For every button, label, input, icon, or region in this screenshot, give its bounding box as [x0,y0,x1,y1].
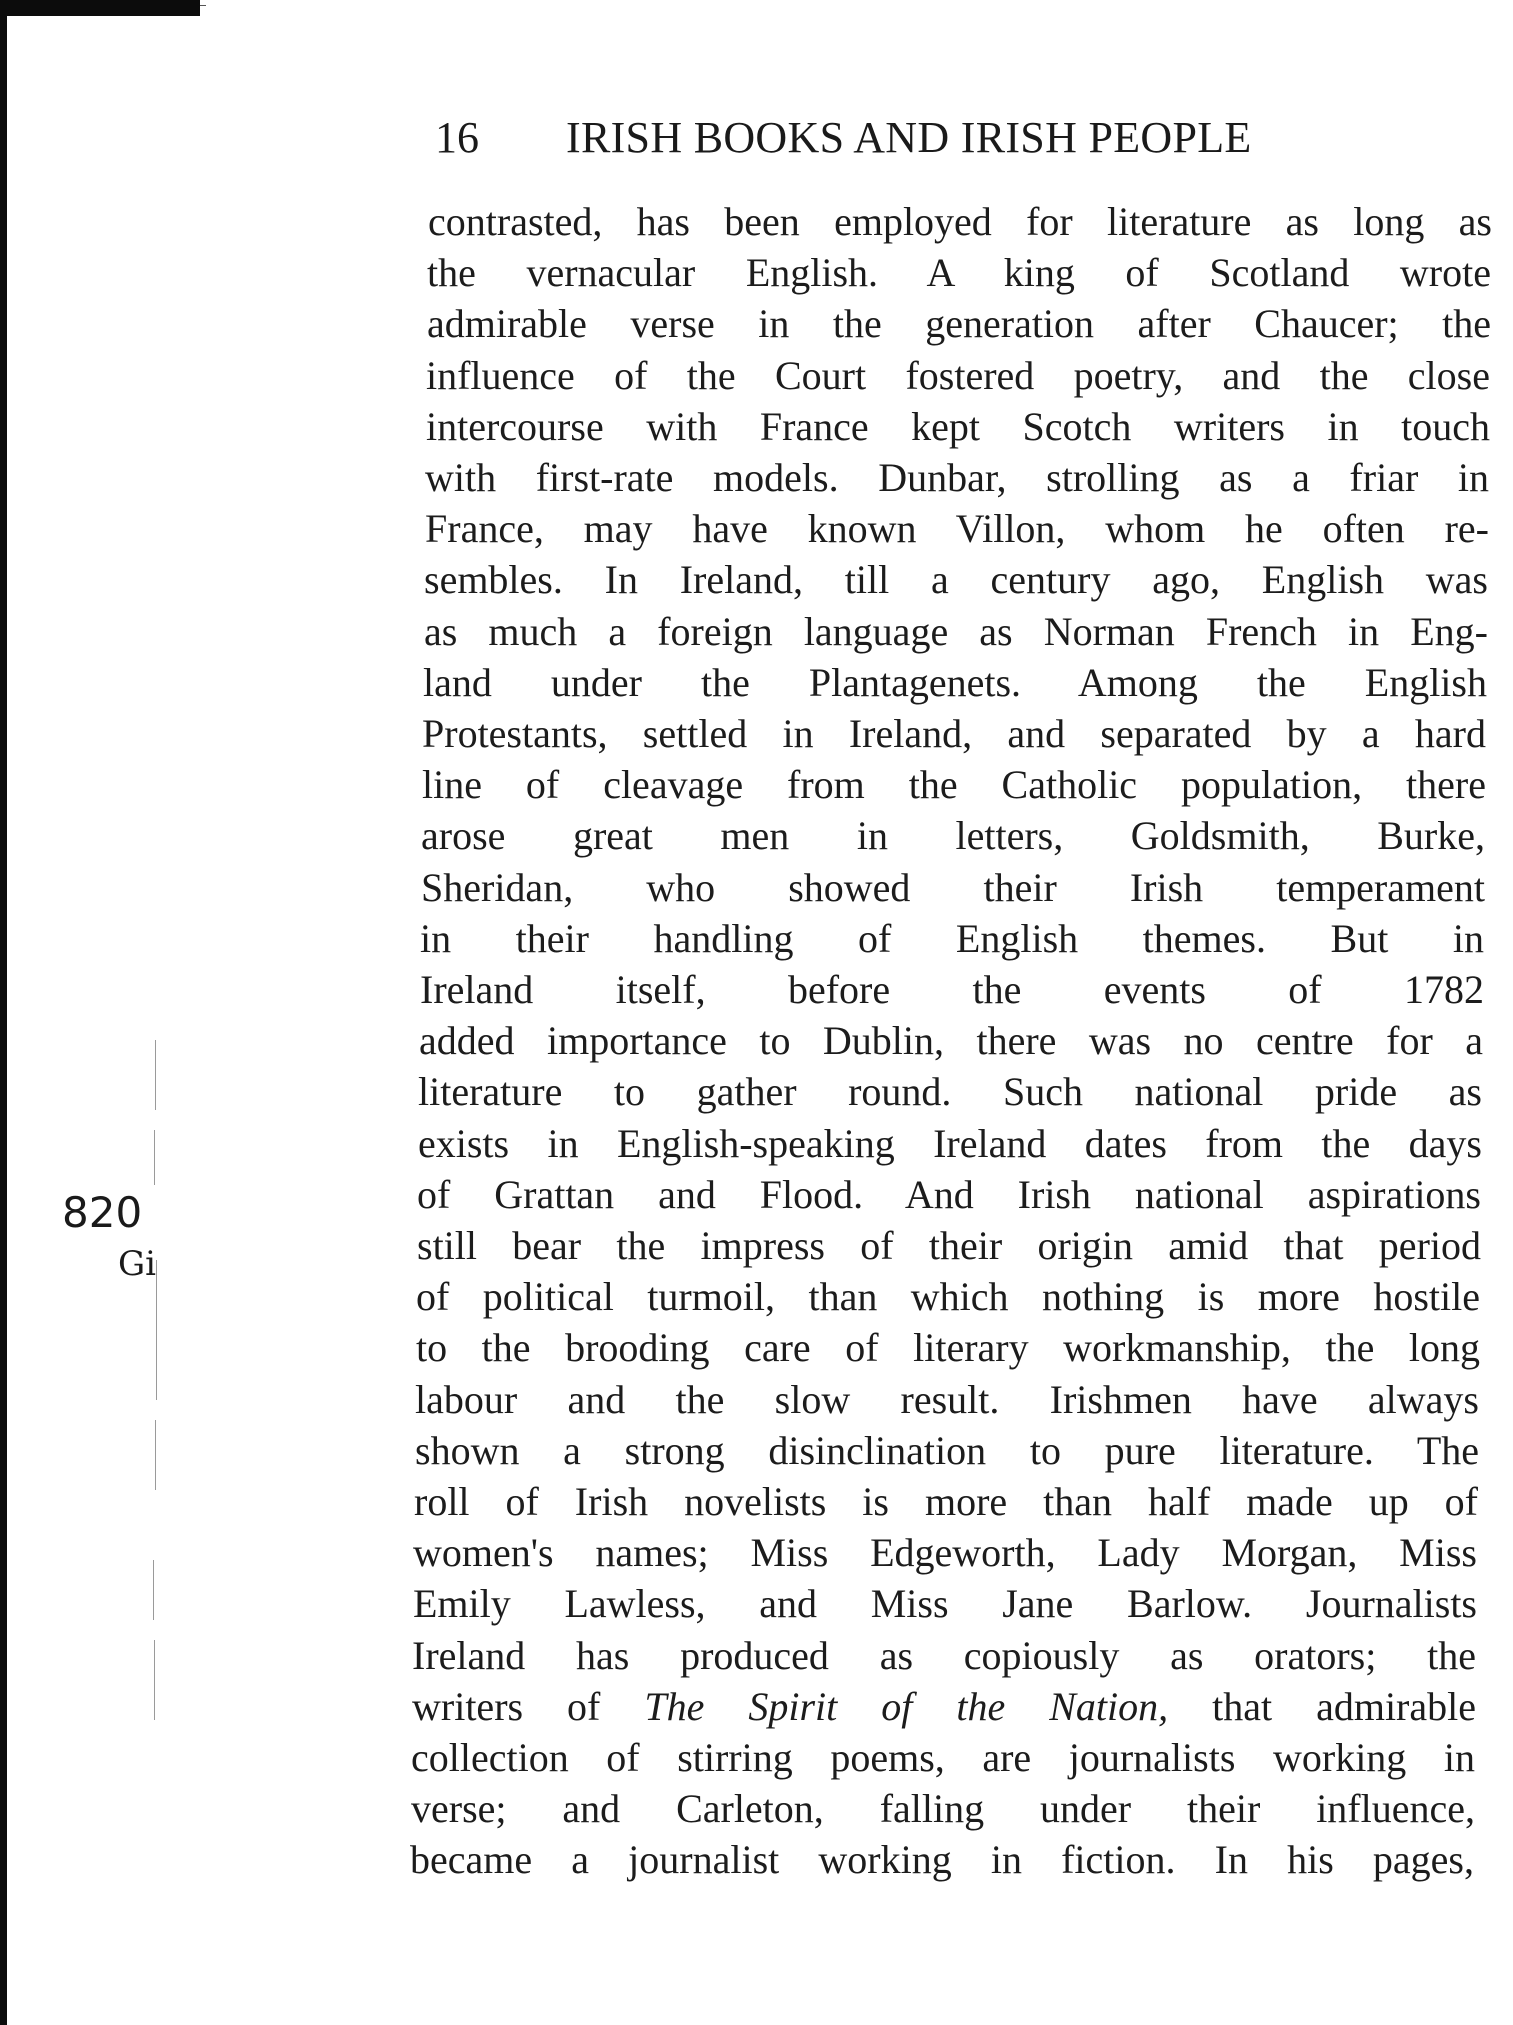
text-line: Emily Lawless, and Miss Jane Barlow. Journalists [413,1581,1477,1626]
running-title: IRISH BOOKS AND IRISH PEOPLE [566,113,1252,162]
text-line: the vernacular English. A king of Scotland wrote [427,250,1491,295]
text-line: France, may have known Villon, whom he often re- [425,506,1489,551]
text-line: contrasted, has been employed for literature as long as [428,199,1492,244]
text-line: added importance to Dublin, there was no centre for a [419,1018,1483,1063]
text-line: of political turmoil, than which nothing is more hostile [416,1274,1480,1319]
text-line: arose great men in letters, Goldsmith, Burke, [421,813,1485,858]
text-line: women's names; Miss Edgeworth, Lady Morgan, Miss [413,1530,1477,1575]
text-line: Ireland itself, before the events of 1782 [420,967,1484,1012]
text-line: became a journalist working in fiction. In his pages, [410,1837,1474,1882]
text-line: Protestants, settled in Ireland, and separated by a hard [422,711,1486,756]
text-line: influence of the Court fostered poetry, and the close [426,353,1490,398]
text-line: intercourse with France kept Scotch writers in touch [426,404,1490,449]
text-line: with first-rate models. Dunbar, strolling as a friar in [425,455,1489,500]
text-line: collection of stirring poems, are journalists working in [411,1735,1475,1780]
text-line: verse; and Carleton, falling under their influence, [411,1786,1475,1831]
text-line: sembles. In Ireland, till a century ago, English was [424,557,1488,602]
shelfmark-number: 820 [62,1188,143,1237]
text-line: admirable verse in the generation after Chaucer; the [427,301,1491,346]
text-line [412,1683,1476,1731]
text-line: as much a foreign language as Norman French in Eng- [424,609,1488,654]
text-line: in their handling of English themes. But in [420,916,1484,961]
italic-book-title: The Spirit of the Nation, [644,1684,1169,1729]
text-line: Sheridan, who showed their Irish temperament [421,865,1485,910]
text-line: exists in English-speaking Ireland dates from the days [418,1121,1482,1166]
text-line: line of cleavage from the Catholic population, there [422,762,1486,807]
text-span: writers of [412,1684,645,1729]
text-line: land under the Plantagenets. Among the English [423,660,1487,705]
text-span: that admirable [1168,1684,1476,1729]
text-line: shown a strong disinclination to pure literature. The [415,1428,1479,1473]
text-line: to the brooding care of literary workmanship, the long [416,1325,1480,1370]
shelfmark-letters: Gi [118,1244,157,1284]
text-line: of Grattan and Flood. And Irish national aspirations [417,1172,1481,1217]
text-line: literature to gather round. Such national pride as [418,1069,1482,1114]
text-line: still bear the impress of their origin amid that period [417,1223,1481,1268]
text-line: Ireland has produced as copiously as orators; the [412,1633,1476,1678]
text-line: roll of Irish novelists is more than half made up of [414,1479,1478,1524]
page-number: 16 [435,113,479,162]
text-line: labour and the slow result. Irishmen have always [415,1377,1479,1422]
